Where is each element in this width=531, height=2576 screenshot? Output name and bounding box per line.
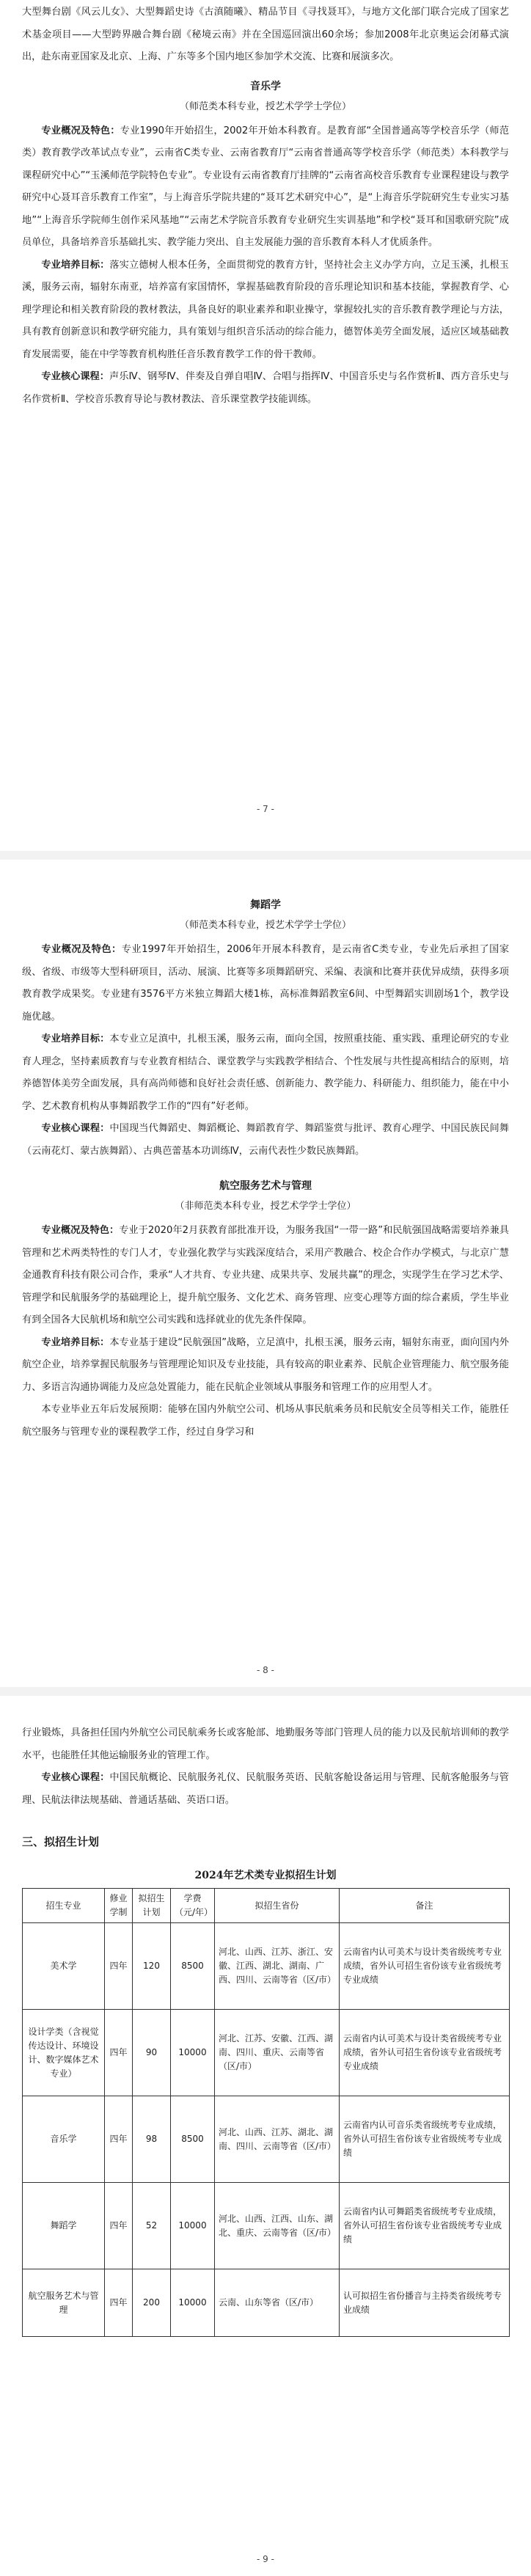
cell-remarks: 云南省内认可美术与设计类省级统考专业成绩，省外认可招生省份该专业省级统考专业成绩 (340, 1923, 510, 2010)
aviation-extra-paragraph: 本专业毕业五年后发展预期：能够在国内外航空公司、机场从事民航乘务员和民航安全员等相关工作，能胜任航空服务与管理专业的课程教学工作，经过自身学习和 (22, 1404, 509, 1438)
aviation-goal-label: 专业培养目标： (41, 1336, 110, 1348)
cell-provinces: 河北、山西、江苏、湖北、湖南、四川、云南等省（区/市） (215, 2096, 340, 2183)
dance-goal-text: 本专业立足滇中，扎根玉溪，服务云南，面向全国，按照重技能、重实践、重理论研究的专业育人理念，坚持素质教育与专业教育相结合、课堂教学与实践教学相结合、个性发展与共性提高相结合的原则，培养德智体美劳全面发展，具有高尚师德和良好社会责任感、创新能力、教学能力、科研能力、组织能力，能在中小学、艺术教育机构从事舞蹈教学工作的“四有”好老师。 (22, 1033, 509, 1112)
cell-tuition: 8500 (171, 1923, 215, 2010)
cell-major: 音乐学 (23, 2096, 105, 2183)
table-row (23, 2096, 510, 2183)
music-course-paragraph (22, 366, 509, 411)
aviation-overview-text: 专业于2020年2月获教育部批准开设，为服务我国“一带一路”和民航强国战略需要培养兼具管理和艺术两类特性的专门人才，专业强化教学与实践深度结合，采用产教融合、校企合作办学模式，与北京广慧金通教育科技有限公司合作，秉承“人才共育、专业共建、成果共享、发展共赢”的理念，实现学生在学习艺术学、管理学和民航服务学的基础理论上，提升航空服务、文化艺术、商务管理、应变心理等方面的综合素质，学生毕业有到全国各大民航机场和航空公司实践和选择就业的优先条件保障。 (22, 1225, 509, 1325)
col-header-major: 招生专业 (23, 1889, 105, 1923)
cell-provinces: 河北、山西、江西、山东、湖北、重庆、云南等省（区/市） (215, 2183, 340, 2269)
cell-quota: 52 (133, 2183, 171, 2269)
cell-tuition: 10000 (171, 2010, 215, 2096)
cell-provinces: 河北、山西、江苏、浙江、安徽、江西、湖北、湖南、广西、四川、云南等省（区/市） (215, 1923, 340, 2010)
page-8 (0, 860, 531, 1687)
cell-tuition: 10000 (171, 2183, 215, 2269)
music-major-title: 音乐学 (250, 80, 281, 92)
col-header-remarks: 备注 (340, 1889, 510, 1923)
music-goal-label: 专业培养目标： (41, 259, 110, 271)
dance-goal-paragraph (22, 1028, 509, 1118)
aviation-major-title: 航空服务艺术与管理 (219, 1180, 312, 1192)
cell-provinces: 河北、江苏、安徽、江西、湖南、四川、重庆、云南等省（区/市） (215, 2010, 340, 2096)
cell-duration: 四年 (105, 1923, 133, 2010)
table-row (23, 2269, 510, 2337)
aviation-course-label: 专业核心课程： (41, 1772, 110, 1783)
music-overview-text: 专业1990年开始招生，2002年开始本科教育。是教育部“全国普通高等学校音乐学（师范类）教育教学改革试点专业”，云南省C类专业、云南省教育厅“云南省普通高等学校音乐学（师范类）本科教学与课程研究中心”“玉溪师范学院特色专业”。专业设有云南省教育厅挂牌的“云南省高校音乐教育专业课程建设与教学研究中心聂耳音乐教育工作室”，与上海音乐学院共建的“聂耳艺术研究中心”，是“上海音乐学院研究生专业实习基地”“上海音乐学院师生创作采风基地”“云南艺术学院音乐教育专业研究生实训基地”和学校“聂耳和国歌研究院”成员单位，具备培养音乐基础扎实、教学能力突出、自主发展能力强的音乐教育本科人才优质条件。 (22, 125, 510, 248)
cell-duration: 四年 (105, 2269, 133, 2337)
dance-major-title: 舞蹈学 (250, 899, 281, 911)
dance-major-subtitle: （师范类本科专业，授艺术学学士学位） (179, 920, 351, 931)
music-course-label: 专业核心课程： (41, 371, 110, 382)
cell-quota: 200 (133, 2269, 171, 2337)
music-overview-label: 专业概况及特色： (41, 125, 120, 136)
aviation-overview-label: 专业概况及特色： (41, 1225, 120, 1236)
aviation-goal-text: 本专业基于建设“民航强国”战略，立足滇中，扎根玉溪，服务云南，辐射东南亚，面向国内外航空企业，培养掌握民航服务与管理理论知识及专业技能，具有较高的职业素养、民航企业管理能力、航空服务能力、多语言沟通协调能力及应急处置能力，能在民航企业领域从事服务和管理工作的应用型人才。 (22, 1336, 509, 1393)
music-course-text: 声乐Ⅳ、钢琴Ⅳ、伴奏及自弹自唱Ⅳ、合唱与指挥Ⅳ、中国音乐史与名作赏析Ⅱ、西方音乐史与名作赏析Ⅱ、学校音乐教育导论与教材教法、音乐课堂教学技能训练。 (22, 371, 510, 405)
aviation-course-text: 中国民航概论、民航服务礼仪、民航服务英语、民航客舱设备运用与管理、民航客舱服务与管理、民航法律法规基础、普通话基础、英语口语。 (22, 1772, 509, 1806)
table-title: 2024年艺术类专业拟招生计划 (194, 1870, 337, 1881)
page-9 (0, 1696, 531, 2576)
dance-course-label: 专业核心课程： (41, 1123, 110, 1134)
cell-major: 航空服务艺术与管理 (23, 2269, 105, 2337)
aviation-continued-paragraph: 行业锻炼，具备担任国内外航空公司民航乘务长或客舱部、地勤服务等部门管理人员的能力以及民航培训师的教学水平，也能胜任其他运输服务业的管理工作。 (22, 1727, 509, 1761)
cell-remarks: 认可拟招生省份播音与主持类省级统考专业成绩 (340, 2269, 510, 2337)
dance-course-text: 中国现当代舞蹈史、舞蹈概论、舞蹈教育学、舞蹈鉴赏与批评、教育心理学、中国民族民间舞（云南花灯、蒙古族舞蹈）、古典芭蕾基本功训练Ⅳ，云南代表性少数民族舞蹈。 (22, 1123, 509, 1157)
table-row (23, 2010, 510, 2096)
dance-overview-label: 专业概况及特色： (41, 944, 122, 955)
page-number: - 7 - (257, 804, 274, 814)
aviation-overview-paragraph (22, 1220, 509, 1332)
cell-remarks: 云南省内认可舞蹈类省级统考专业成绩，省外认可招生省份该专业省级统考专业成绩 (340, 2183, 510, 2269)
cell-duration: 四年 (105, 2096, 133, 2183)
section-heading: 三、拟招生计划 (22, 1835, 100, 1848)
col-header-duration: 修业学制 (105, 1889, 133, 1923)
cell-quota: 90 (133, 2010, 171, 2096)
cell-major: 美术学 (23, 1923, 105, 2010)
cell-remarks: 云南省内认可美术与设计类省级统考专业成绩，省外认可招生省份该专业省级统考专业成绩 (340, 2010, 510, 2096)
table-row (23, 1923, 510, 2010)
enrollment-plan-table (22, 1888, 510, 2337)
cell-major: 舞蹈学 (23, 2183, 105, 2269)
music-major-subtitle: （师范类本科专业，授艺术学学士学位） (179, 100, 351, 112)
cell-quota: 98 (133, 2096, 171, 2183)
cell-major: 设计学类（含视觉传达设计、环境设计、数字媒体艺术专业） (23, 2010, 105, 2096)
dance-overview-text: 专业1997年开始招生，2006年开展本科教育，是云南省C类专业，专业先后承担了国家级、省级、市级等大型科研项目，活动、展演、比赛等多项舞蹈研究、采编、表演和比赛并获优异成绩，获得多项教育教学成果奖。专业建有3576平方米独立舞蹈大楼1栋，高标准舞蹈教室6间、中型舞蹈实训剧场1个，教学设施优越。 (22, 944, 510, 1022)
table-header-row (23, 1889, 510, 1923)
music-goal-paragraph (22, 255, 509, 367)
cell-tuition: 10000 (171, 2269, 215, 2337)
cell-duration: 四年 (105, 2010, 133, 2096)
cell-quota: 120 (133, 1923, 171, 2010)
cell-duration: 四年 (105, 2183, 133, 2269)
aviation-major-subtitle: （非师范类本科专业，授艺术学学士学位） (175, 1201, 356, 1212)
table-row (23, 2183, 510, 2269)
music-overview-paragraph (22, 120, 509, 255)
page-7 (0, 0, 531, 851)
page-number: - 8 - (257, 1665, 274, 1675)
intro-paragraph: 大型舞台剧《风云儿女》、大型舞蹈史诗《古滇随曦》、精品节目《寻找聂耳》，与地方文化部门联合完成了国家艺术基金项目——大型跨界融合舞台剧《秘境云南》并在全国巡回演出60余场；参加2008年北京奥运会闭幕式演出，赴东南亚国家及北京、上海、广东等多个国内地区参加学术交流、比赛和展演多次。 (22, 7, 509, 62)
aviation-course-paragraph (22, 1767, 509, 1812)
cell-tuition: 8500 (171, 2096, 215, 2183)
cell-provinces: 云南、山东等省（区/市） (215, 2269, 340, 2337)
col-header-quota: 拟招生计划 (133, 1889, 171, 1923)
dance-goal-label: 专业培养目标： (41, 1033, 110, 1044)
aviation-goal-paragraph (22, 1332, 509, 1399)
col-header-tuition: 学费（元/年） (171, 1889, 215, 1923)
music-goal-text: 落实立德树人根本任务，全面贯彻党的教育方针，坚持社会主义办学方向，立足玉溪，扎根玉溪，服务云南，辐射东南亚，培养富有家国情怀，掌握基础教育阶段的音乐理论知识和基本技能，掌握教育学、心理学理论和相关教育阶段的教材教法，具备良好的职业素养和职业操守，掌握较扎实的音乐教育教学理论与方法，具有教育创新意识和教学研究能力，具有策划与组织音乐活动的综合能力，德智体美劳全面发展，适应区域基础教育发展需要，能在中学等教育机构胜任音乐教育教学工作的骨干教师。 (22, 259, 509, 360)
page-number: - 9 - (257, 2554, 274, 2564)
dance-overview-paragraph (22, 939, 509, 1028)
dance-course-paragraph (22, 1118, 509, 1163)
col-header-provinces: 拟招生省份 (215, 1889, 340, 1923)
cell-remarks: 云南省内认可音乐类省级统考专业成绩，省外认可招生省份该专业省级统考专业成绩 (340, 2096, 510, 2183)
